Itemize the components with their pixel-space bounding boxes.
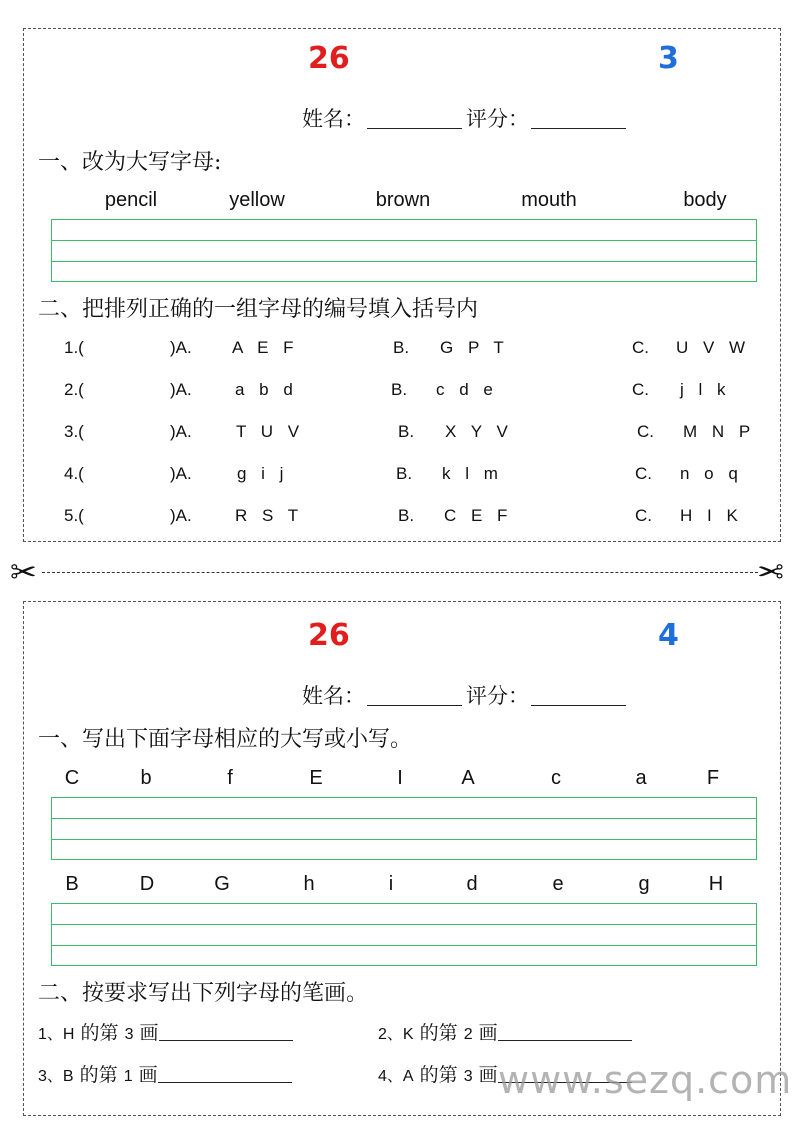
option-c: U V W: [676, 338, 751, 357]
stroke-question: 2、K 的第 2 画: [378, 1018, 632, 1045]
card2-name-score-row: [302, 680, 630, 710]
letter-item: e: [552, 873, 564, 895]
option-a: a b d: [235, 380, 298, 399]
score-label: 评分：: [466, 107, 529, 131]
option-b-label: B.: [398, 422, 415, 441]
letter-item: c: [551, 767, 561, 789]
letter-item: i: [388, 873, 394, 895]
score-blank[interactable]: [531, 705, 626, 706]
option-c-label: C.: [632, 380, 649, 399]
word-item: pencil: [104, 189, 158, 211]
card2-section1-title: 一、写出下面字母相应的大写或小写。: [38, 727, 413, 752]
option-b: C E F: [444, 506, 513, 525]
letter-item: f: [227, 767, 233, 789]
name-label: 姓名：: [302, 107, 365, 131]
writing-lines[interactable]: [51, 797, 757, 860]
question-number: 5.(: [64, 506, 84, 525]
option-c-label: C.: [637, 422, 654, 441]
option-c-label: C.: [632, 338, 649, 357]
option-b-label: B.: [396, 464, 413, 483]
option-b: c d e: [436, 380, 498, 399]
letter-item: g: [638, 873, 650, 895]
writing-lines[interactable]: [51, 219, 757, 282]
stroke-question: 3、B 的第 1 画: [38, 1060, 292, 1087]
letter-item: G: [214, 873, 230, 895]
letter-item: B: [65, 873, 79, 895]
letter-item: b: [140, 767, 152, 789]
letter-item: h: [303, 873, 315, 895]
letter-item: I: [397, 767, 403, 789]
option-a-label: )A.: [170, 380, 192, 399]
cut-line: [42, 572, 758, 573]
option-b-label: B.: [398, 506, 415, 525]
card2-section2-title: 二、按要求写出下列字母的笔画。: [38, 981, 369, 1006]
option-a-label: )A.: [170, 422, 192, 441]
name-label: 姓名：: [302, 684, 365, 708]
question-number: 1.(: [64, 338, 84, 357]
card1-number-left: 26: [308, 41, 350, 76]
option-b: k l m: [442, 464, 503, 483]
writing-lines[interactable]: [51, 903, 757, 966]
scissors-icon: ✂: [757, 553, 784, 591]
letter-item: C: [64, 767, 80, 789]
option-c-label: C.: [635, 506, 652, 525]
option-c: H I K: [680, 506, 743, 525]
option-c: M N P: [683, 422, 756, 441]
word-item: body: [683, 189, 727, 211]
option-b-label: B.: [393, 338, 410, 357]
letter-item: d: [466, 873, 478, 895]
letter-item: a: [635, 767, 647, 789]
option-a: R S T: [235, 506, 304, 525]
stroke-question: 1、H 的第 3 画: [38, 1018, 293, 1045]
question-number: 3.(: [64, 422, 84, 441]
card2-number-left: 26: [308, 618, 350, 653]
word-item: mouth: [521, 189, 577, 211]
option-c-label: C.: [635, 464, 652, 483]
stroke-question: 4、A 的第 3 画: [378, 1060, 632, 1087]
option-a: g i j: [237, 464, 289, 483]
card1-number-right: 3: [658, 41, 679, 76]
option-b: G P T: [440, 338, 509, 357]
letter-item: D: [139, 873, 155, 895]
letter-item: E: [309, 767, 323, 789]
answer-blank[interactable]: [159, 1040, 293, 1041]
letter-item: F: [706, 767, 720, 789]
option-a: A E F: [232, 338, 299, 357]
letter-item: A: [461, 767, 475, 789]
option-a-label: )A.: [170, 464, 192, 483]
score-blank[interactable]: [531, 128, 626, 129]
answer-blank[interactable]: [498, 1040, 632, 1041]
option-b: X Y V: [445, 422, 513, 441]
option-a-label: )A.: [170, 338, 192, 357]
scissors-icon: ✂: [10, 553, 37, 591]
option-a-label: )A.: [170, 506, 192, 525]
card1-section2-title: 二、把排列正确的一组字母的编号填入括号内: [38, 297, 479, 322]
word-item: brown: [375, 189, 431, 211]
card1-name-score-row: [302, 103, 630, 133]
question-number: 2.(: [64, 380, 84, 399]
option-c: n o q: [680, 464, 743, 483]
score-label: 评分：: [466, 684, 529, 708]
card1-section1-title: 一、改为大写字母:: [38, 150, 222, 175]
name-blank[interactable]: [367, 705, 462, 706]
option-b-label: B.: [391, 380, 408, 399]
card2-number-right: 4: [658, 618, 679, 653]
option-a: T U V: [236, 422, 305, 441]
watermark-text: www.sezq.com: [498, 1058, 793, 1102]
question-number: 4.(: [64, 464, 84, 483]
word-item: yellow: [229, 189, 285, 211]
name-blank[interactable]: [367, 128, 462, 129]
option-c: j l k: [680, 380, 731, 399]
letter-item: H: [708, 873, 724, 895]
answer-blank[interactable]: [158, 1082, 292, 1083]
